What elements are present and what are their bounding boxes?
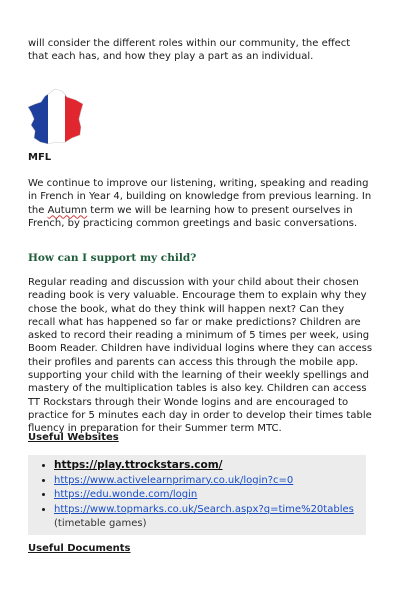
mfl-text-start: We continue to improve our listening, writing, speaking and reading in French in Year 4, building on knowledge from previous learning. In the [28, 178, 372, 216]
mfl-paragraph [28, 177, 373, 230]
france-flag-map-icon [26, 87, 88, 149]
list-item [54, 474, 366, 489]
support-heading: How can I support my child? [28, 252, 197, 264]
support-paragraph: Regular reading and discussion with your child about their chosen reading book is very valuable. Encourage them to explain why they chose the book, what do they think will happen next? Can they recall what has happened so far or make predictions? Children are asked to record their reading a minimum of 5 times per week, using Boom Reader. Children have individual logins where they can access their profiles and parents can access this through the mobile app. supporting your child with the learning of their weekly spellings and mastery of the multiplication tables is also key. Children can access TT Rockstars through their Wonde logins and are encouraged to practice for 5 minutes each day in order to develop their times table fluency in preparation for their Summer term MTC. [28, 277, 373, 435]
websites-list-box [28, 455, 366, 535]
ttrockstars-link[interactable]: https://play.ttrockstars.com/ [54, 459, 223, 471]
useful-documents-heading: Useful Documents [28, 543, 131, 554]
websites-list [28, 455, 366, 532]
activelearn-link[interactable]: https://www.activelearnprimary.co.uk/login?c=0 [54, 474, 294, 486]
useful-websites-heading: Useful Websites [28, 432, 119, 443]
list-item [54, 488, 366, 503]
intro-paragraph: will consider the different roles within our community, the effect that each has, and how they play a part as an individual. [28, 38, 351, 63]
wonde-link[interactable]: https://edu.wonde.com/login [54, 489, 198, 500]
topmarks-link[interactable]: https://www.topmarks.co.uk/Search.aspx?q=time%20tables [54, 503, 354, 515]
list-item [54, 458, 366, 474]
timetable-games-note: (timetable games) [54, 518, 147, 529]
mfl-text-end: term we will be learning how to present ourselves in French, by practicing common greetings and basic conversations. [28, 204, 358, 229]
mfl-title: MFL [28, 152, 52, 163]
mfl-autumn-word: Autumn [47, 204, 88, 216]
list-item [54, 503, 366, 532]
